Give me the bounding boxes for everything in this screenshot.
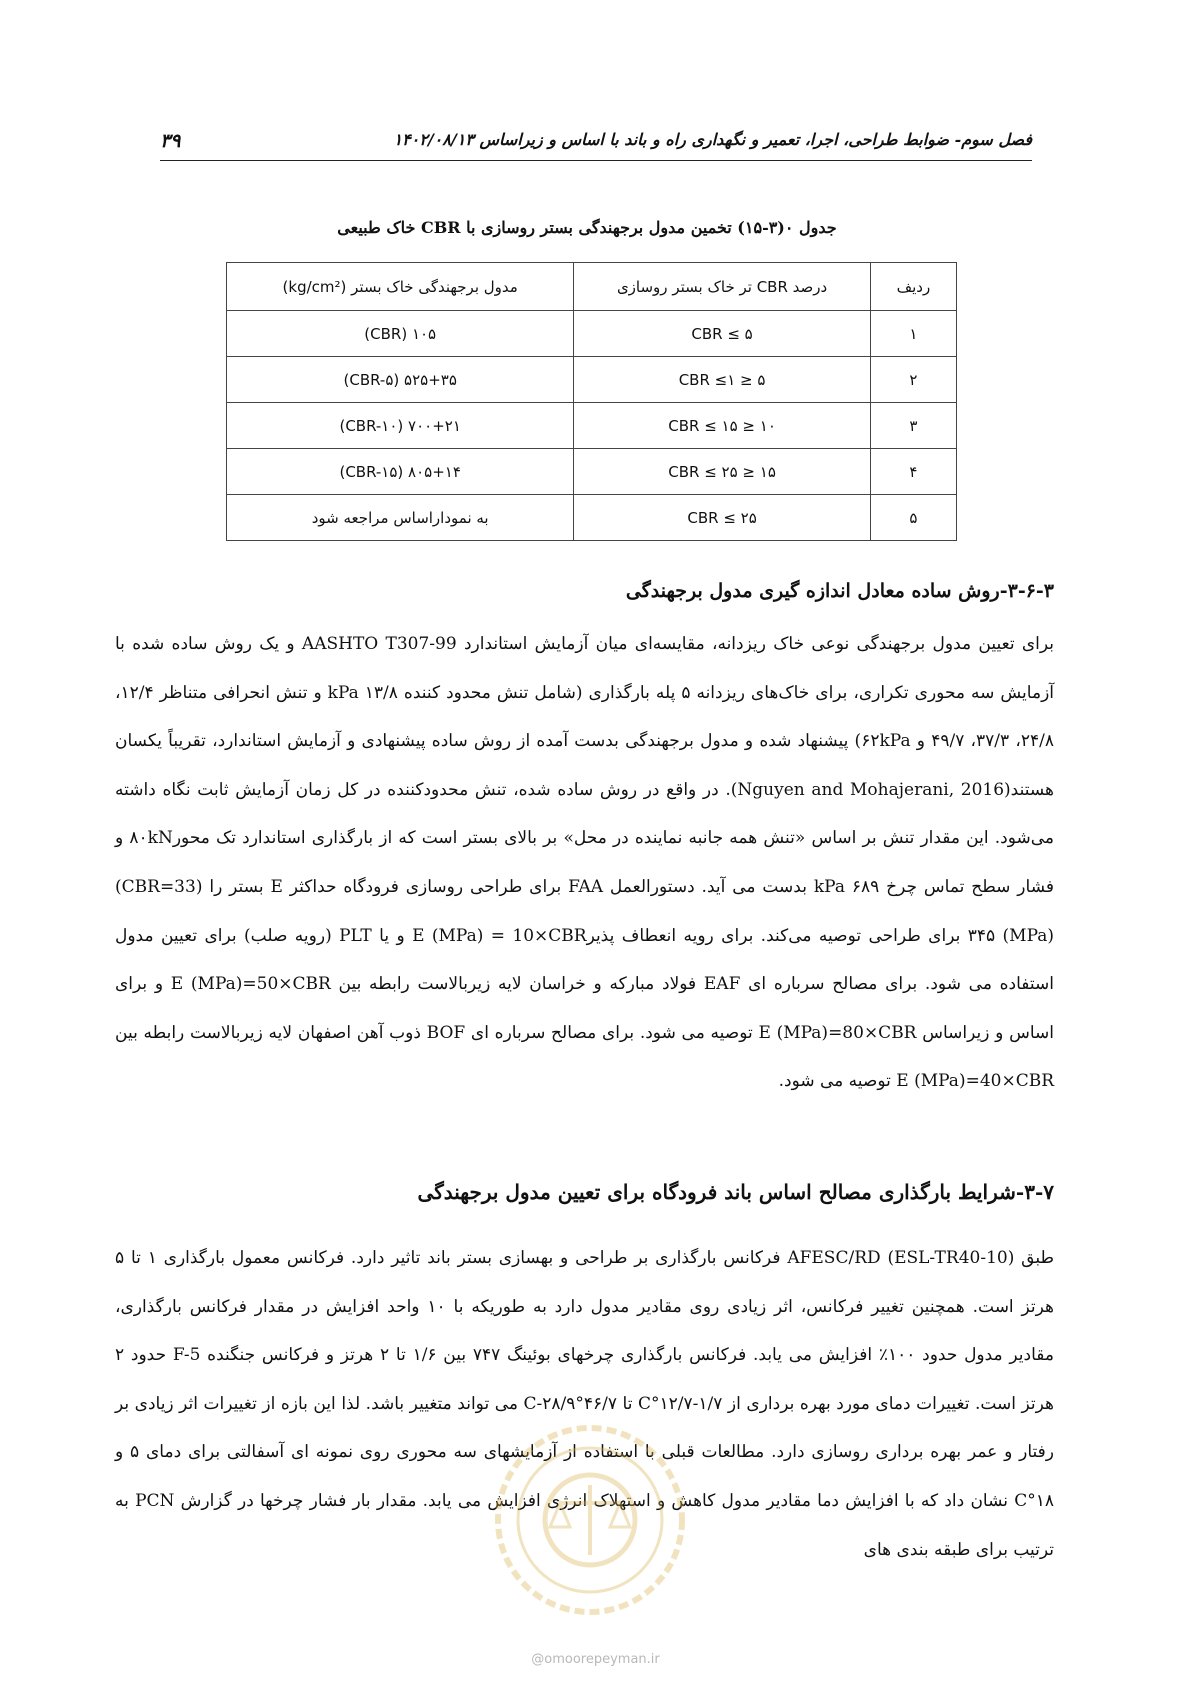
cbr-modulus-table xyxy=(226,262,957,541)
watermark-url: @omoorepeyman.ir xyxy=(531,1652,660,1667)
cell-cbr-range: CBR ≤ ۵ xyxy=(574,311,870,357)
table-row xyxy=(227,403,957,449)
cell-modulus: ۵۲۵+۳۵ (CBR-۵) xyxy=(227,357,574,403)
section-paragraph-3-6-3: برای تعیین مدول برجهندگی نوعی خاک ریزدانه، مقایسه‌ای میان آزمایش استاندارد AASHTO T307-99 و یک روش ساده شده با آزمایش سه محوری تکراری، برای خاک‌های ریزدانه ۵ پله بارگذاری (شامل تنش محدود کننده kPa ۱۳/۸ و تنش انحرافی متناظر ۱۲/۴، ۲۴/۸، ۳۷/۳، ۴۹/۷ و ۶۲kPa) پیشنهاد شده و مدول برجهندگی بدست آمده از روش ساده پیشنهادی و آزمایش استاندارد، تقریباً یکسان هستند(Nguyen and Mohajerani, 2016). در واقع در روش ساده شده، تنش محدودکننده در کل زمان آزمایش ثابت نگاه داشته می‌شود. این مقدار تنش بر اساس «تنش همه جانبه نماینده در محل» بر بالای بستر است که از بارگذاری استاندارد تک محور۸۰kN و فشار سطح تماس چرخ ۶۸۹ kPa بدست می آید. دستورالعمل FAA برای طراحی روسازی فرودگاه حداکثر E بستر را (CBR=33) (MPa) ۳۴۵ برای طراحی توصیه می‌کند. برای رویه انعطاف پذیرE (MPa) = 10×CBR و یا PLT (رویه صلب) برای تعیین مدول استفاده می شود. برای مصالح سرباره ای EAF فولاد مبارکه و خراسان لایه زیربالاست رابطه بین E (MPa)=50×CBR و برای اساس و زیراساس E (MPa)=80×CBR توصیه می شود. برای مصالح سرباره ای BOF ذوب آهن اصفهان لایه زیربالاست رابطه بین E (MPa)=40×CBR توصیه می شود. xyxy=(115,634,1055,1092)
cell-row-number: ۴ xyxy=(870,449,956,495)
cell-cbr-range: ۱۰ ≤ CBR ≤ ۱۵ xyxy=(574,403,870,449)
section-heading-3-7: ۳-۷-شرایط بارگذاری مصالح اساس باند فرودگاه برای تعیین مدول برجهندگی xyxy=(417,1180,1054,1204)
page-number: ۳۹ xyxy=(160,130,181,152)
section-paragraph-3-7: طبق AFESC/RD (ESL-TR40-10) فرکانس بارگذاری بر طراحی و بهسازی بستر باند تاثیر دارد. فرکانس معمول بارگذاری ۱ تا ۵ هرتز است. همچنین تغییر فرکانس، اثر زیادی روی مقادیر مدول دارد به طوریکه با ۱۰ واحد افزایش در مقدار فرکانس بارگذاری، مقادیر مدول حدود ۱۰۰٪ افزایش می یابد. فرکانس بارگذاری چرخهای بوئینگ ۷۴۷ بین ۱/۶ تا ۲ هرتز و فرکانس جنگنده F-5 حدود ۲ هرتز است. تغییرات دمای مورد بهره برداری از ۱/۷-۱۲/۷°C تا ۴۶/۷°C-۲۸/۹ می تواند متغییر باشد. لذا این بازه از تغییرات اثر زیادی بر رفتار و عمر بهره برداری روسازی دارد. مطالعات قبلی با استفاده از آزمایشهای سه محوری روی نمونه ای آسفالتی برای دمای ۵ و ۱۸°C نشان داد که با افزایش دما مقادیر مدول کاهش و استهلاک انرژی افزایش می یابد. مقدار بار فشار چرخها در گزارش PCN به ترتیب برای طبقه بندی های xyxy=(115,1248,1055,1560)
header-cbr-percent: درصد CBR تر خاک بستر روسازی xyxy=(574,263,870,311)
header-row-number: ردیف xyxy=(870,263,956,311)
cell-cbr-range: ۱۵ ≤ CBR ≤ ۲۵ xyxy=(574,449,870,495)
cell-modulus: به نموداراساس مراجعه شود xyxy=(227,495,574,541)
cell-cbr-range: CBR ≤ ۲۵ xyxy=(574,495,870,541)
cell-modulus: ۱۰۵ (CBR) xyxy=(227,311,574,357)
table-caption: جدول ۰(۳-۱۵) تخمین مدول برجهندگی بستر روسازی با CBR خاک طبیعی xyxy=(337,218,837,237)
cell-row-number: ۵ xyxy=(870,495,956,541)
table-row xyxy=(227,449,957,495)
cell-row-number: ۱ xyxy=(870,311,956,357)
running-title: فصل سوم- ضوابط طراحی، اجرا، تعمیر و نگهداری راه و باند با اساس و زیراساس ۱۴۰۲/۰۸/۱۳ xyxy=(393,130,1032,149)
header-resilient-modulus: مدول برجهندگی خاک بستر (kg/cm²) xyxy=(227,263,574,311)
cell-modulus: ۷۰۰+۲۱ (CBR-۱۰) xyxy=(227,403,574,449)
table-row xyxy=(227,495,957,541)
section-heading-3-6-3: ۳-۶-۳-روش ساده معادل اندازه گیری مدول برجهندگی xyxy=(625,580,1054,602)
table-row xyxy=(227,357,957,403)
page-header xyxy=(160,128,1032,161)
table-row xyxy=(227,311,957,357)
cell-row-number: ۲ xyxy=(870,357,956,403)
watermark-seal-icon xyxy=(490,1415,690,1625)
cell-modulus: ۸۰۵+۱۴ (CBR-۱۵) xyxy=(227,449,574,495)
cell-row-number: ۳ xyxy=(870,403,956,449)
table-header-row xyxy=(227,263,957,311)
cell-cbr-range: ۵ ≤ CBR ≤۱ xyxy=(574,357,870,403)
